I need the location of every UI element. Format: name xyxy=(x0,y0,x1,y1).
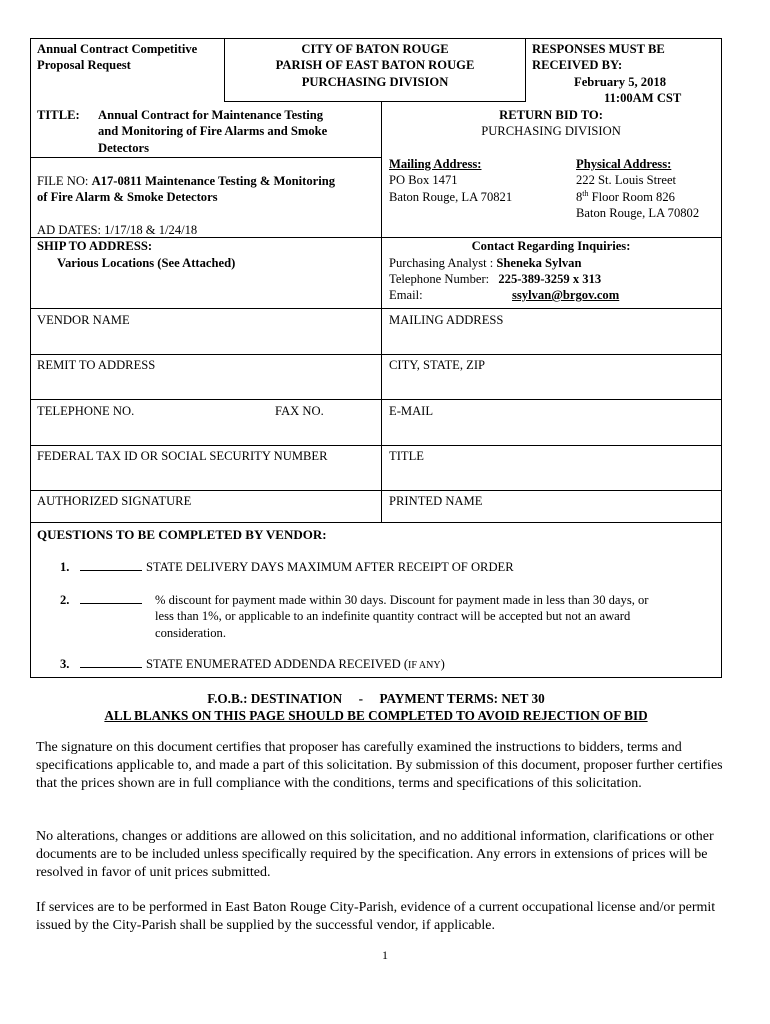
physical-line2: 8th Floor Room 826 xyxy=(576,188,675,204)
return-bid xyxy=(383,107,719,140)
due-date: February 5, 2018 xyxy=(574,74,666,89)
printed-name-field[interactable]: PRINTED NAME xyxy=(389,494,483,508)
signature-field[interactable]: AUTHORIZED SIGNATURE xyxy=(37,494,192,508)
title-field[interactable]: TITLE xyxy=(389,449,424,463)
question-2-blank[interactable] xyxy=(80,592,142,604)
physical-line1: 222 St. Louis Street xyxy=(576,173,677,188)
remit-to-field[interactable]: REMIT TO ADDRESS xyxy=(37,358,156,372)
analyst-label: Purchasing Analyst : xyxy=(389,256,494,270)
physical-line3: Baton Rouge, LA 70802 xyxy=(576,206,700,221)
physical-heading: Physical Address: xyxy=(576,157,672,171)
parish-name: PARISH OF EAST BATON ROUGE xyxy=(275,58,475,73)
alterations-paragraph: No alterations, changes or additions are allowed on this solicitation, and no additional information, clarifications or other documents are to be included unless specifically required by the specification. Any errors in extensions of prices will be resolved in favor of unit prices submitted. xyxy=(36,829,714,880)
table-border-top xyxy=(30,38,722,39)
header-divider-1 xyxy=(224,38,225,102)
file-value-line1: A17-0811 Maintenance Testing & Monitoring xyxy=(91,174,336,188)
contact-heading: Contact Regarding Inquiries: xyxy=(471,239,631,253)
question-3-blank[interactable] xyxy=(80,656,142,668)
title-line2: and Monitoring of Fire Alarms and Smoke xyxy=(98,124,328,139)
ad-dates: AD DATES: 1/17/18 & 1/24/18 xyxy=(37,223,198,237)
file-number xyxy=(37,173,377,206)
tax-id-field[interactable]: FEDERAL TAX ID OR SOCIAL SECURITY NUMBER xyxy=(37,449,328,463)
license-paragraph: If services are to be performed in East Baton Rouge City-Parish, evidence of a current occupational license and/or permit issued by the City-Parish shall be supplied by the successful vendor, if applicable. xyxy=(36,900,716,933)
row-divider-1 xyxy=(30,308,722,309)
question-1-number: 1. xyxy=(60,560,70,574)
division-name: PURCHASING DIVISION xyxy=(301,74,449,89)
return-bid-heading: RETURN BID TO: xyxy=(499,108,603,122)
fax-field[interactable]: FAX NO. xyxy=(275,404,324,418)
file-value-line2: of Fire Alarm & Smoke Detectors xyxy=(37,190,218,205)
file-prefix: FILE NO: xyxy=(37,174,89,188)
questions-heading: QUESTIONS TO BE COMPLETED BY VENDOR: xyxy=(37,527,327,542)
vendor-name-field[interactable]: VENDOR NAME xyxy=(37,313,130,327)
blanks-notice: ALL BLANKS ON THIS PAGE SHOULD BE COMPLETED TO AVOID REJECTION OF BID xyxy=(104,708,648,723)
question-2-blank-wrap xyxy=(80,592,146,608)
mailing-heading: Mailing Address: xyxy=(389,157,482,171)
certification-paragraph: The signature on this document certifies that proposer has carefully examined the instructions to bidders, terms and specifications applicable to, and made a part of this solicitation. By submission of this document, proposer further certifies that the prices shown are in full compliance with the conditions, terms and specifications of this solicitation. xyxy=(36,740,723,791)
header-divider-bottom xyxy=(224,101,526,102)
question-2-number: 2. xyxy=(60,593,70,607)
table-border-bottom xyxy=(30,677,722,678)
row-divider-6 xyxy=(30,522,722,523)
table-border-left xyxy=(30,38,31,678)
table-border-right xyxy=(721,38,722,678)
mailing-address-field[interactable]: MAILING ADDRESS xyxy=(389,313,504,327)
mailing-address xyxy=(389,156,512,205)
analyst-name: Sheneka Sylvan xyxy=(496,256,582,270)
question-2-line2: less than 1%, or applicable to an indefinite quantity contract will be accepted but not an award xyxy=(155,609,631,624)
question-1-blank[interactable] xyxy=(80,559,142,571)
title-line3: Detectors xyxy=(98,140,150,155)
mailing-line2: Baton Rouge, LA 70821 xyxy=(389,189,513,204)
question-3: STATE ENUMERATED ADDENDA RECEIVED (IF ANY) xyxy=(80,656,445,672)
column-divider xyxy=(381,101,382,523)
return-bid-division: PURCHASING DIVISION xyxy=(481,124,621,139)
row-divider-3 xyxy=(30,399,722,400)
contract-type-line2: Proposal Request xyxy=(37,58,131,73)
question-1 xyxy=(80,559,514,575)
telephone-field[interactable]: TELEPHONE NO. xyxy=(37,404,135,418)
header-right xyxy=(532,41,718,106)
row-divider-2 xyxy=(30,354,722,355)
contact-email-link[interactable]: ssylvan@brgov.com xyxy=(512,288,620,302)
email-field[interactable]: E-MAIL xyxy=(389,404,434,418)
contact-email-label: Email: xyxy=(389,288,423,302)
row-divider-4 xyxy=(30,445,722,446)
question-3-number: 3. xyxy=(60,657,70,671)
contract-type-line1: Annual Contract Competitive xyxy=(37,42,198,56)
phone-label: Telephone Number: xyxy=(389,272,490,286)
question-2-line1: % discount for payment made within 30 days. Discount for payment made in less than 30 days, or xyxy=(155,593,649,607)
city-state-zip-field[interactable]: CITY, STATE, ZIP xyxy=(389,358,486,372)
title-divider xyxy=(30,157,382,158)
due-time: 11:00AM CST xyxy=(604,91,682,106)
header-divider-2 xyxy=(525,38,526,102)
title-label: TITLE: xyxy=(37,108,80,122)
title-text xyxy=(98,107,378,156)
question-1-text: STATE DELIVERY DAYS MAXIMUM AFTER RECEIPT OF ORDER xyxy=(146,560,514,574)
question-2-line3: consideration. xyxy=(155,625,226,640)
header-left xyxy=(37,41,197,74)
header-center xyxy=(226,41,524,90)
contact-phone xyxy=(389,271,601,287)
ship-to-value: Various Locations (See Attached) xyxy=(57,256,236,270)
title-line1: Annual Contract for Maintenance Testing xyxy=(98,108,324,122)
city-name: CITY OF BATON ROUGE xyxy=(301,42,449,56)
question-3-text: STATE ENUMERATED ADDENDA RECEIVED ( xyxy=(146,657,409,671)
ship-to-heading: SHIP TO ADDRESS: xyxy=(37,239,153,253)
responses-label-2: RECEIVED BY: xyxy=(532,58,623,73)
fob-terms: F.O.B.: DESTINATION - PAYMENT TERMS: NET 30 xyxy=(207,691,545,706)
page-number: 1 xyxy=(382,948,388,962)
phone-value: 225-389-3259 x 313 xyxy=(498,272,602,286)
mailing-line1: PO Box 1471 xyxy=(389,173,458,188)
responses-label-1: RESPONSES MUST BE xyxy=(532,42,665,56)
row-divider-5 xyxy=(30,490,722,491)
physical-address xyxy=(576,156,699,222)
question-2-text xyxy=(155,592,715,641)
contact-analyst xyxy=(389,255,581,271)
question-3-small: IF ANY xyxy=(408,660,441,671)
